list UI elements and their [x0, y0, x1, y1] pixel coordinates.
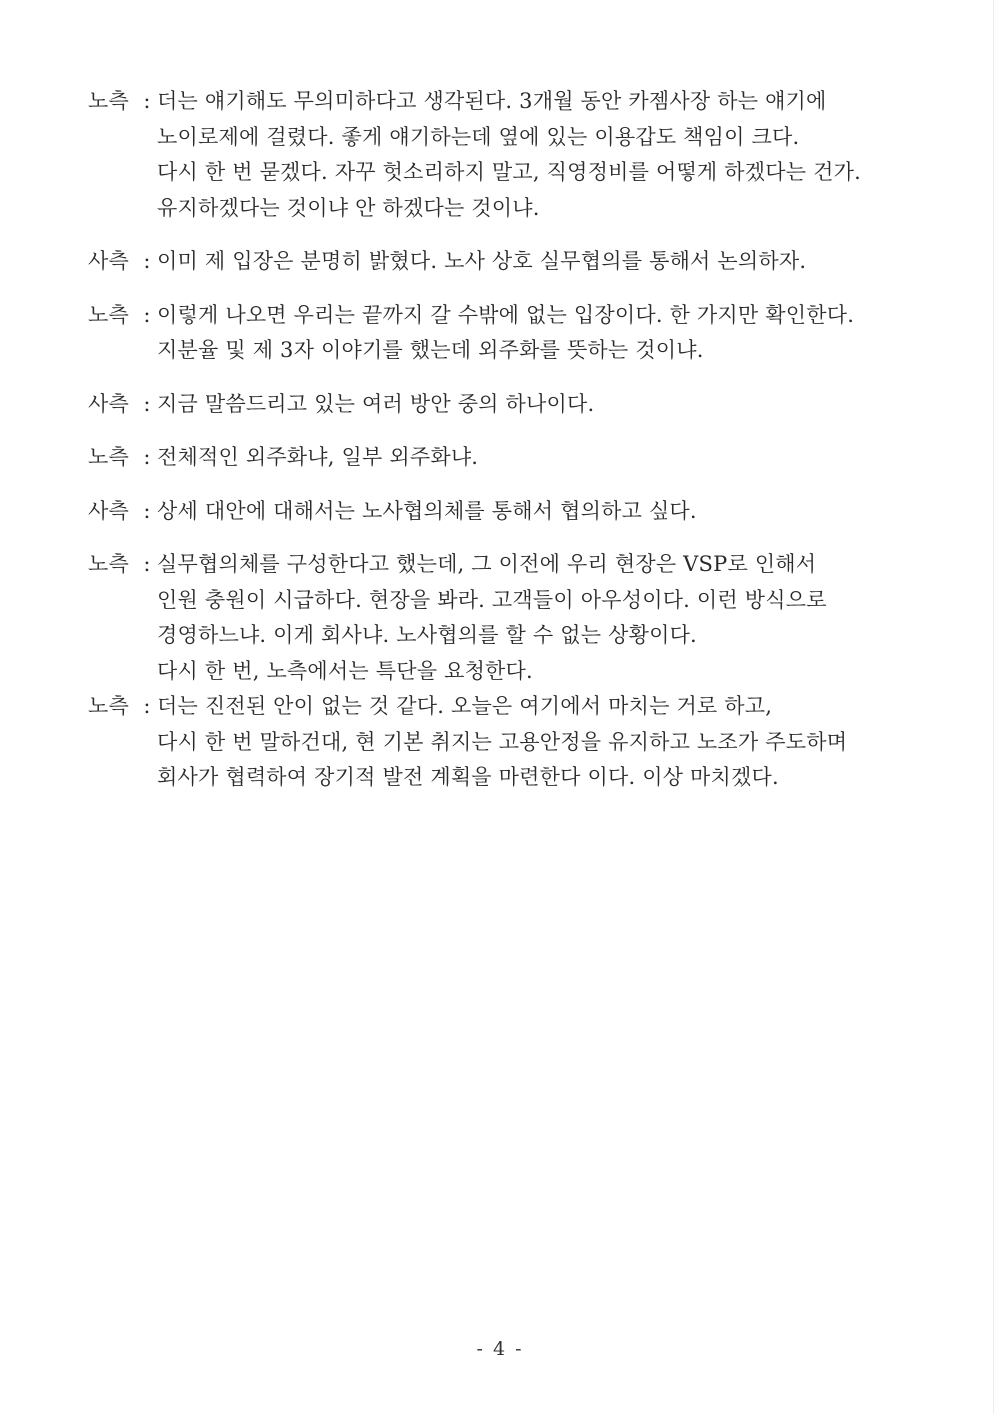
- statement-line: 회사가 협력하여 장기적 발전 계획을 마련한다 이다. 이상 마치겠다.: [157, 765, 779, 789]
- transcript-entry: [88, 689, 918, 796]
- speaker-label: 노측: [88, 89, 129, 113]
- page-edge: [993, 0, 994, 1414]
- statement-line: 실무협의체를 구성한다고 했는데, 그 이전에 우리 현장은 VSP로 인해서: [157, 552, 817, 576]
- speaker-separator: :: [143, 302, 151, 327]
- statement-line: 더는 진전된 안이 없는 것 같다. 오늘은 여기에서 마치는 거로 하고,: [157, 694, 773, 718]
- speaker-separator: :: [143, 445, 151, 469]
- statement: [157, 84, 918, 226]
- transcript-entry: [88, 440, 918, 476]
- speaker-label: 노측: [88, 552, 129, 576]
- transcript-entry: [88, 84, 918, 226]
- statement-line: 더는 얘기해도 무의미하다고 생각된다. 3개월 동안 카젬사장 하는 얘기에: [157, 89, 827, 113]
- speaker-separator: :: [143, 552, 151, 576]
- statement: [157, 244, 918, 280]
- statement-line: 다시 한 번 묻겠다. 자꾸 헛소리하지 말고, 직영정비를 어떻게 하겠다는 건가.: [157, 160, 861, 184]
- statement-line: 이미 제 입장은 분명히 밝혔다. 노사 상호 실무협의를 통해서 논의하자.: [157, 249, 807, 273]
- speaker-label: 사측: [88, 249, 129, 273]
- statement-line: 다시 한 번, 노측에서는 특단을 요청한다.: [157, 658, 533, 683]
- speaker-label: 노측: [88, 302, 129, 327]
- statement-line: 인원 충원이 시급하다. 현장을 봐라. 고객들이 아우성이다. 이런 방식으로: [157, 587, 827, 612]
- speaker-label: 노측: [88, 445, 129, 469]
- statement: [157, 494, 918, 530]
- transcript-entry: [88, 298, 918, 369]
- speaker-label: 사측: [88, 391, 129, 416]
- statement-line: 전체적인 외주화냐, 일부 외주화냐.: [157, 445, 479, 469]
- statement-line: 이렇게 나오면 우리는 끝까지 갈 수밖에 없는 입장이다. 한 가지만 확인한다.: [157, 302, 855, 327]
- statement-line: 다시 한 번 말하건대, 현 기본 취지는 고용안정을 유지하고 노조가 주도하며: [157, 729, 848, 754]
- transcript-entry: [88, 387, 918, 423]
- speaker-label: 노측: [88, 694, 129, 718]
- page-number: - 4 -: [476, 1338, 524, 1360]
- statement-line: 노이로제에 걸렸다. 좋게 얘기하는데 옆에 있는 이용갑도 책임이 크다.: [157, 124, 800, 149]
- statement-line: 경영하느냐. 이게 회사냐. 노사협의를 할 수 없는 상황이다.: [157, 623, 697, 647]
- speaker-label: 사측: [88, 498, 129, 523]
- statement-line: 유지하겠다는 것이냐 안 하겠다는 것이냐.: [157, 195, 540, 220]
- speaker-separator: :: [143, 498, 151, 523]
- statement: [157, 547, 918, 689]
- statement: [157, 387, 918, 423]
- transcript-entry: [88, 244, 918, 280]
- statement-line: 지금 말씀드리고 있는 여러 방안 중의 하나이다.: [157, 391, 595, 416]
- speaker-separator: :: [143, 89, 151, 113]
- speaker-separator: :: [143, 391, 151, 416]
- speaker-separator: :: [143, 249, 151, 273]
- statement: [157, 298, 918, 369]
- statement: [157, 440, 918, 476]
- speaker-separator: :: [143, 694, 151, 718]
- meeting-transcript: [88, 84, 918, 796]
- transcript-entry: [88, 494, 918, 530]
- statement-line: 상세 대안에 대해서는 노사협의체를 통해서 협의하고 싶다.: [157, 498, 697, 523]
- transcript-entry: [88, 547, 918, 689]
- statement: [157, 689, 918, 796]
- statement-line: 지분율 및 제 3자 이야기를 했는데 외주화를 뜻하는 것이냐.: [157, 338, 704, 362]
